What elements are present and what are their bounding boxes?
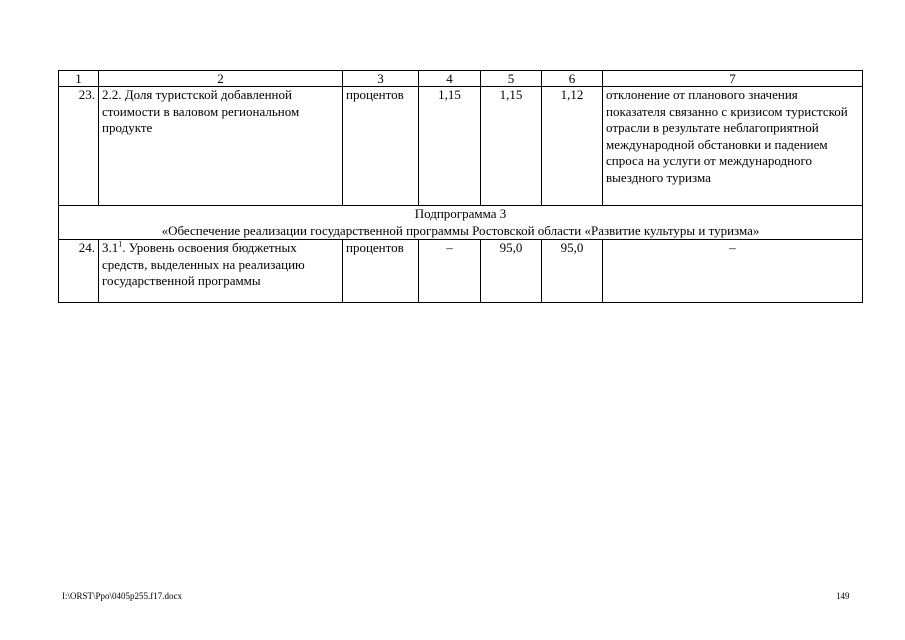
- note-cell: –: [603, 240, 863, 303]
- value-cell: –: [419, 240, 481, 303]
- subprogram-row: [59, 206, 863, 240]
- header-cell: 2: [99, 71, 343, 87]
- header-cell: 1: [59, 71, 99, 87]
- subprogram-cell: [59, 206, 863, 240]
- unit-cell: процентов: [343, 240, 419, 303]
- unit-cell: процентов: [343, 87, 419, 206]
- indicators-table: [58, 70, 863, 303]
- value-cell: 1,15: [419, 87, 481, 206]
- row-number: 24.: [59, 240, 99, 303]
- table-row: [59, 240, 863, 303]
- indicator-code: 3.1: [102, 240, 119, 255]
- header-cell: 7: [603, 71, 863, 87]
- value-cell: 1,15: [481, 87, 542, 206]
- footer-page-number: 149: [836, 591, 850, 601]
- indicator-name: [99, 240, 343, 303]
- footer-file-path: I:\ORST\Ppo\0405p255.f17.docx: [62, 591, 183, 601]
- table-row: [59, 87, 863, 206]
- table-header-row: [59, 71, 863, 87]
- header-cell: 5: [481, 71, 542, 87]
- indicator-name-text: . Уровень освоения бюджетных средств, выделенных на реализацию государственной программы: [102, 240, 305, 288]
- header-cell: 3: [343, 71, 419, 87]
- indicator-name: 2.2. Доля туристской добавленной стоимости в валовом региональном продукте: [99, 87, 343, 206]
- subprogram-subtitle: «Обеспечение реализации государственной программы Ростовской области «Развитие культуры и туризма»: [161, 222, 760, 238]
- value-cell: 95,0: [542, 240, 603, 303]
- subprogram-title: Подпрограмма 3: [414, 206, 507, 221]
- value-cell: 1,12: [542, 87, 603, 206]
- indicator-code-superscript: 1: [118, 239, 123, 249]
- note-cell: отклонение от планового значения показателя связанно с кризисом туристской отрасли в результате неблагоприятной международной обстановки и падением спроса на услуги от международного выездного туризма: [603, 87, 863, 206]
- value-cell: 95,0: [481, 240, 542, 303]
- row-number: 23.: [59, 87, 99, 206]
- header-cell: 4: [419, 71, 481, 87]
- header-cell: 6: [542, 71, 603, 87]
